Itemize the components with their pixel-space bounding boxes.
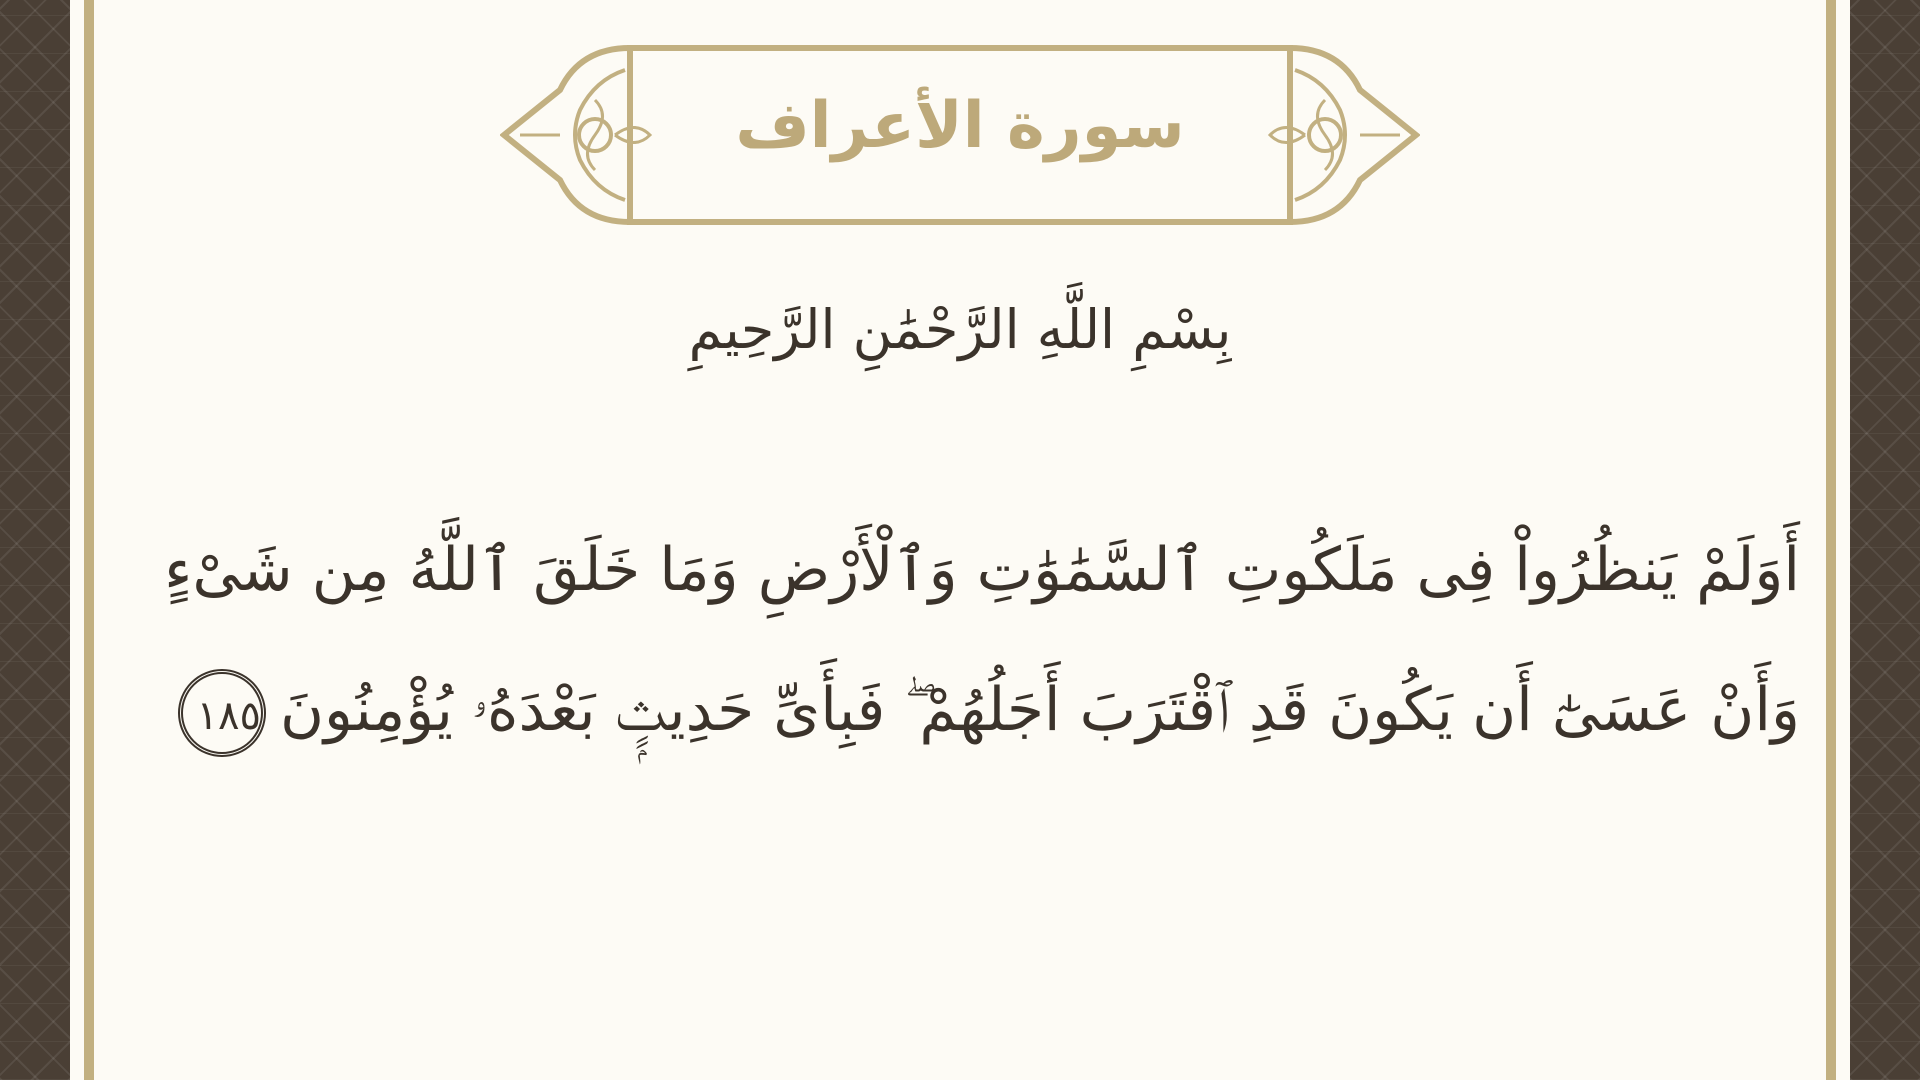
right-decorative-border — [1850, 0, 1920, 1080]
ayah-number-marker: ١٨٥ — [178, 669, 266, 757]
verse-text — [130, 500, 1800, 780]
left-decorative-border — [0, 0, 70, 1080]
basmala: بِسْمِ اللَّهِ الرَّحْمَٰنِ الرَّحِيمِ — [688, 298, 1232, 361]
surah-title: سورة الأعراف — [735, 89, 1185, 163]
verse-line-2 — [130, 640, 1800, 780]
verse-line-1: أَوَلَمْ يَنظُرُواْ فِى مَلَكُوتِ ٱلسَّمَٰوَٰتِ وَٱلْأَرْضِ وَمَا خَلَقَ ٱللَّهُ مِن شَىْءٍ — [164, 535, 1800, 605]
surah-title-cartouche — [500, 40, 1420, 230]
right-gold-rule — [1826, 0, 1836, 1080]
left-gold-rule — [84, 0, 94, 1080]
verse-line-2-text: وَأَنْ عَسَىٰٓ أَن يَكُونَ قَدِ ٱقْتَرَبَ أَجَلُهُمْ ۖ فَبِأَىِّ حَدِيثٍۭ بَعْدَهُۥ يُؤْمِنُونَ — [279, 675, 1800, 745]
